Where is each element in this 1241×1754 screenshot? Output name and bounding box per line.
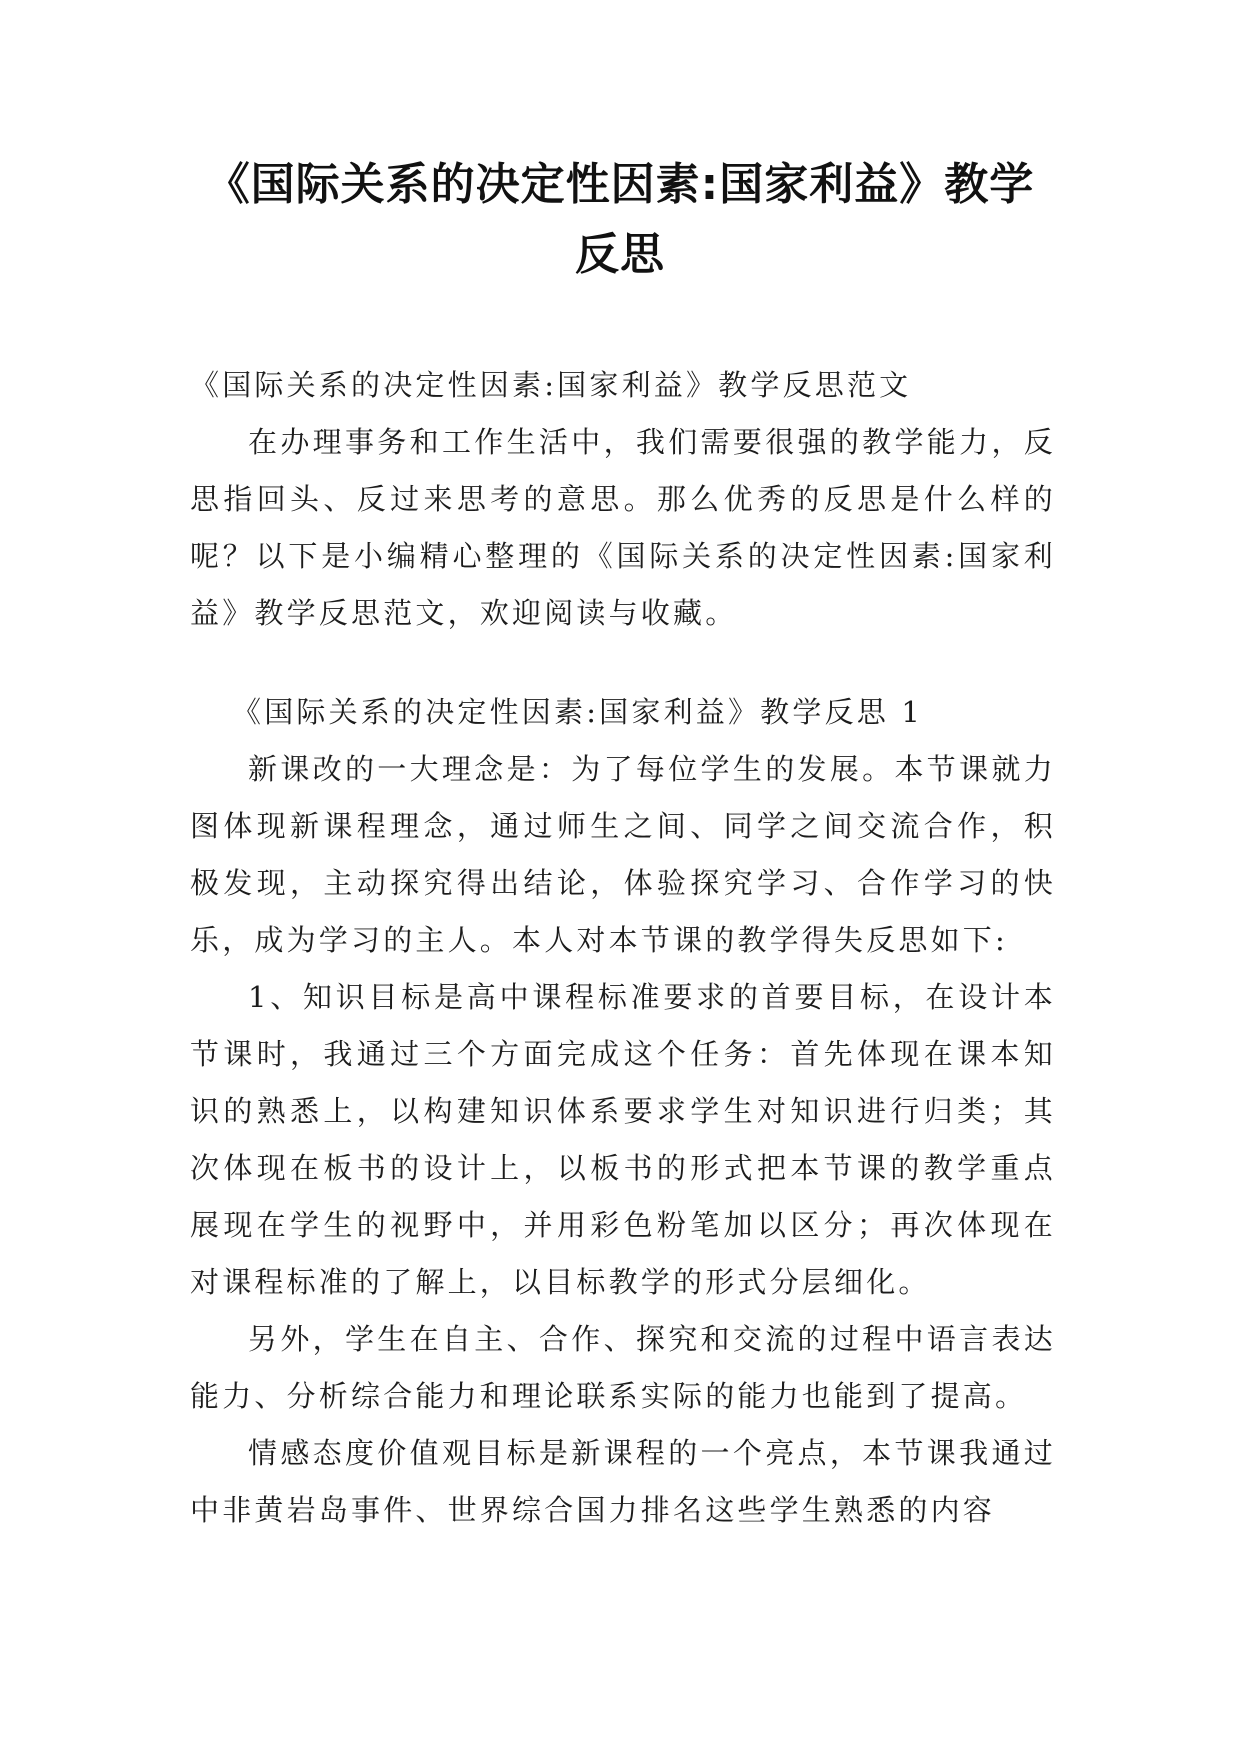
document-body bbox=[190, 357, 1056, 1539]
body-paragraph: 情感态度价值观目标是新课程的一个亮点，本节课我通过中非黄岩岛事件、世界综合国力排名这些学生熟悉的内容 bbox=[190, 1436, 1056, 1527]
title-line-1: 《国际关系的决定性因素:国家利益》教学 bbox=[205, 159, 1035, 210]
body-paragraph: 1、知识目标是高中课程标准要求的首要目标，在设计本节课时，我通过三个方面完成这个任务：首先体现在课本知识的熟悉上，以构建知识体系要求学生对知识进行归类；其次体现在板书的设计上，以板书的形式把本节课的教学重点展现在学生的视野中，并用彩色粉笔加以区分；再次体现在对课程标准的了解上，以目标教学的形式分层细化。 bbox=[190, 980, 1056, 1299]
body-paragraph: 另外，学生在自主、合作、探究和交流的过程中语言表达能力、分析综合能力和理论联系实际的能力也能到了提高。 bbox=[190, 1322, 1056, 1413]
subtitle: 《国际关系的决定性因素:国家利益》教学反思范文 bbox=[190, 368, 912, 402]
body-paragraph: 新课改的一大理念是：为了每位学生的发展。本节课就力图体现新课程理念，通过师生之间、同学之间交流合作，积极发现，主动探究得出结论，体验探究学习、合作学习的快乐，成为学习的主人。本人对本节课的教学得失反思如下: bbox=[190, 752, 1056, 957]
section-heading: 《国际关系的决定性因素:国家利益》教学反思 1 bbox=[232, 695, 924, 729]
intro-paragraph: 在办理事务和工作生活中，我们需要很强的教学能力，反思指回头、反过来思考的意思。那么优秀的反思是什么样的呢？以下是小编精心整理的《国际关系的决定性因素:国家利益》教学反思范文，欢迎阅读与收藏。 bbox=[190, 425, 1056, 630]
title-line-2: 反思 bbox=[575, 229, 665, 280]
document-title bbox=[150, 150, 1090, 290]
